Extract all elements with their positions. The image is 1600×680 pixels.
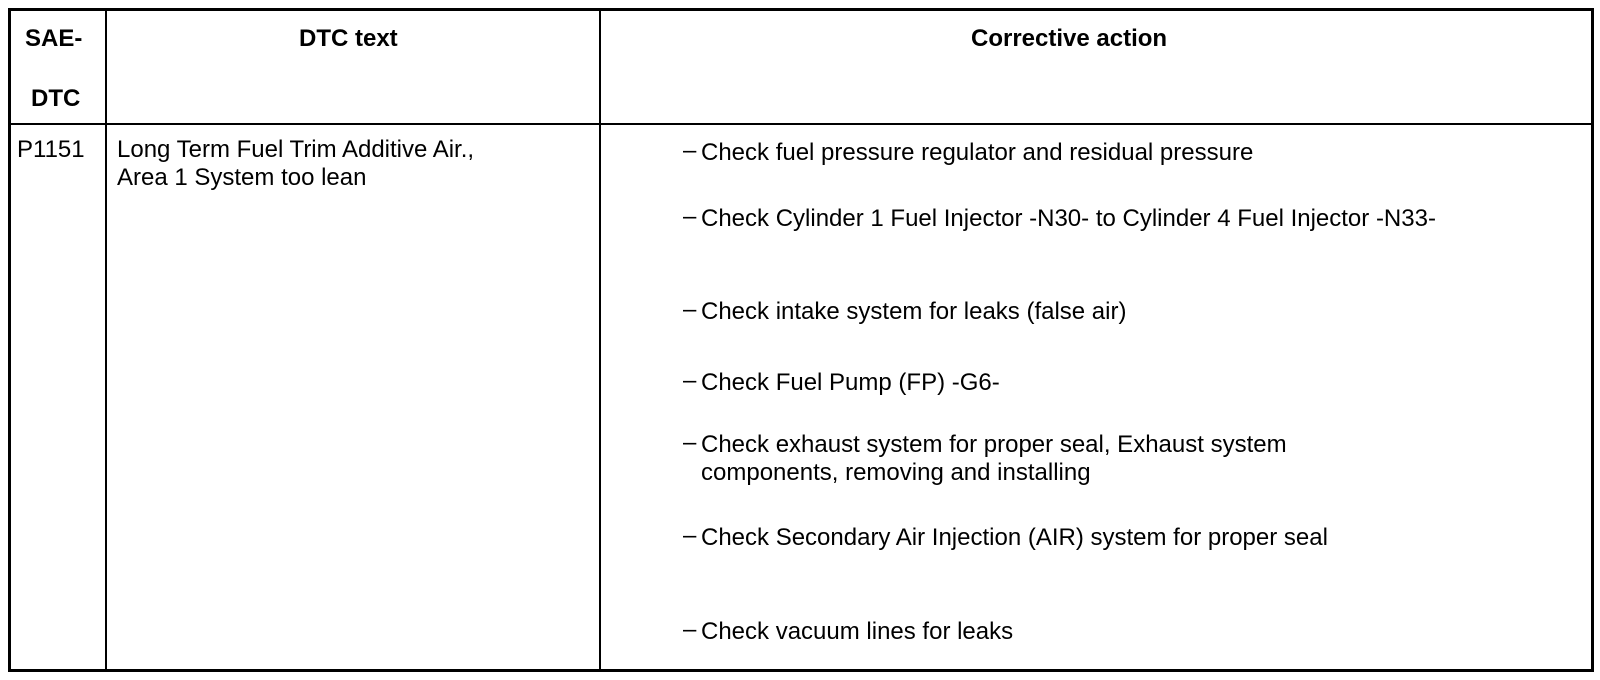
header-sae-dtc-line1: SAE- xyxy=(25,25,83,52)
action-text: Check exhaust system for proper seal, Exhaust system xyxy=(701,431,1287,458)
dash-bullet-icon: – xyxy=(683,522,697,549)
action-text: Check vacuum lines for leaks xyxy=(701,618,1014,645)
header-sae-dtc-line2: DTC xyxy=(31,85,81,112)
action-text: Check Cylinder 1 Fuel Injector -N30- to Cylinder 4 Fuel Injector -N33- xyxy=(701,205,1436,232)
header-divider xyxy=(11,123,1591,125)
dash-bullet-icon: – xyxy=(683,137,697,164)
action-text: Check Secondary Air Injection (AIR) system for proper seal xyxy=(701,524,1328,551)
column-divider-1 xyxy=(105,11,107,669)
dash-bullet-icon: – xyxy=(683,616,697,643)
action-text: Check intake system for leaks (false air) xyxy=(701,298,1127,325)
dash-bullet-icon: – xyxy=(683,367,697,394)
dtc-text-line1: Long Term Fuel Trim Additive Air., xyxy=(117,136,475,163)
action-text: Check fuel pressure regulator and residual pressure xyxy=(701,139,1254,166)
action-text: Check Fuel Pump (FP) -G6- xyxy=(701,369,1000,396)
header-corrective-action: Corrective action xyxy=(971,25,1168,52)
dtc-text-line2: Area 1 System too lean xyxy=(117,164,367,191)
dtc-table xyxy=(8,8,1594,672)
dash-bullet-icon: – xyxy=(683,296,697,323)
dash-bullet-icon: – xyxy=(683,429,697,456)
header-dtc-text: DTC text xyxy=(299,25,398,52)
dtc-code: P1151 xyxy=(17,136,85,163)
action-text-continuation: components, removing and installing xyxy=(701,459,1091,486)
column-divider-2 xyxy=(599,11,601,669)
dash-bullet-icon: – xyxy=(683,203,697,230)
